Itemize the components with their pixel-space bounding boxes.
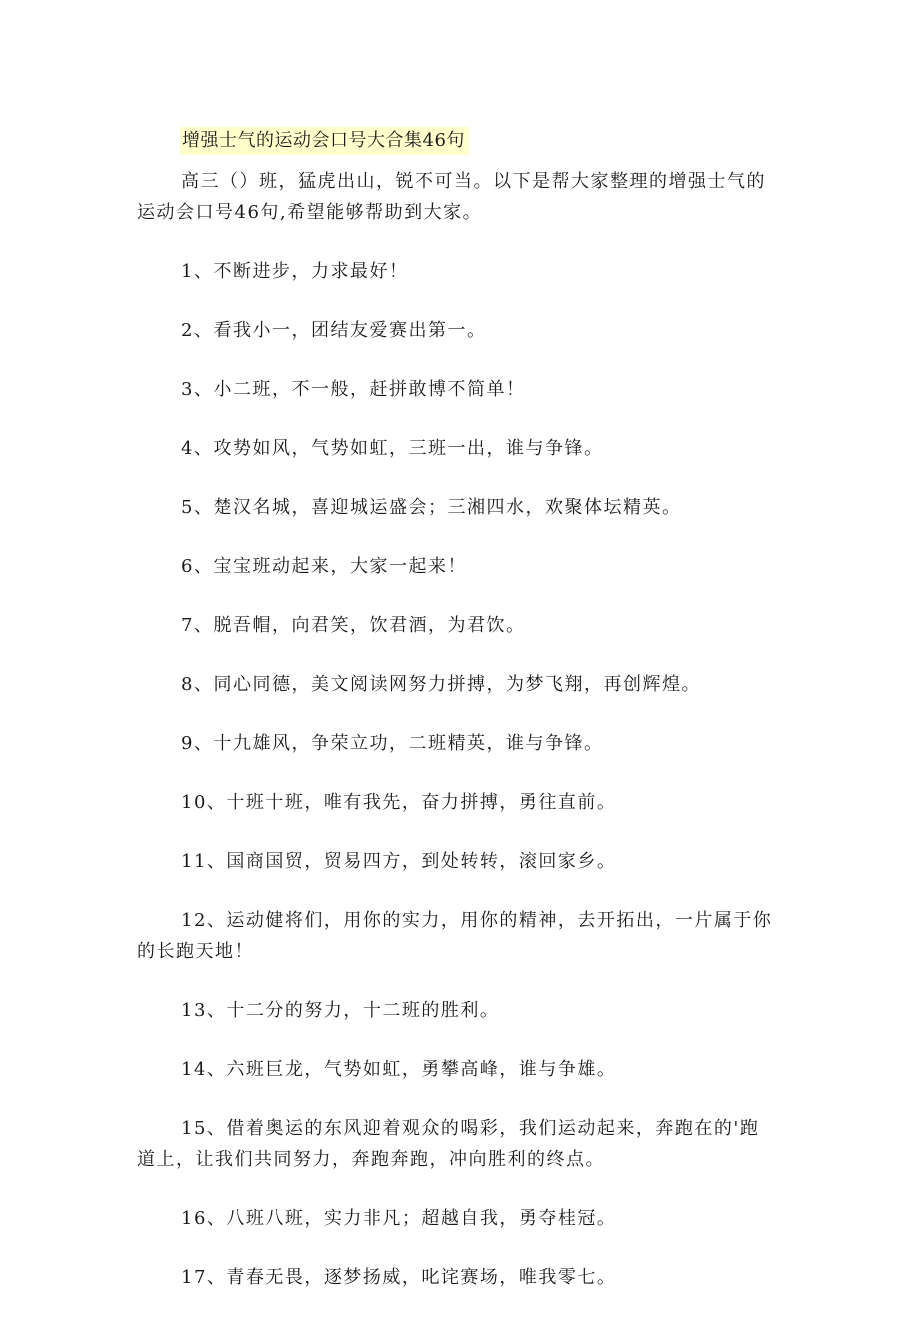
slogan-item: 5、楚汉名城，喜迎城运盛会；三湘四水，欢聚体坛精英。 [181, 497, 682, 518]
slogan-item: 2、看我小一，团结友爱赛出第一。 [181, 320, 487, 341]
slogan-item: 10、十班十班，唯有我先，奋力拼搏，勇往直前。 [181, 792, 617, 813]
slogan-item: 6、宝宝班动起来，大家一起来！ [181, 556, 467, 577]
document-body [137, 166, 777, 1321]
slogan-item: 1、不断进步，力求最好！ [181, 261, 409, 282]
slogan-item: 15、借着奥运的东风迎着观众的喝彩，我们运动起来，奔跑在的'跑道上，让我们共同努力，奔跑奔跑，冲向胜利的终点。 [137, 1118, 760, 1170]
slogan-item: 8、同心同德，美文阅读网努力拼搏，为梦飞翔，再创辉煌。 [181, 674, 701, 695]
slogan-item: 3、小二班，不一般，赶拼敢博不简单！ [181, 379, 526, 400]
slogan-item: 17、青春无畏，逐梦扬威，叱诧赛场，唯我零七。 [181, 1267, 617, 1288]
slogan-item: 13、十二分的努力，十二班的胜利。 [181, 1000, 500, 1021]
intro-paragraph: 高三（）班，猛虎出山，锐不可当。以下是帮大家整理的增强士气的运动会口号46句,希望能够帮助到大家。 [137, 171, 766, 223]
slogan-item: 7、脱吾帽，向君笑，饮君酒，为君饮。 [181, 615, 526, 636]
slogan-item: 9、十九雄风，争荣立功，二班精英，谁与争锋。 [181, 733, 604, 754]
slogan-item: 12、运动健将们，用你的实力，用你的精神，去开拓出，一片属于你的长跑天地！ [137, 910, 773, 962]
slogan-item: 4、攻势如风，气势如虹，三班一出，谁与争锋。 [181, 438, 604, 459]
slogan-item: 11、国商国贸，贸易四方，到处转转，滚回家乡。 [181, 851, 617, 872]
slogan-item: 14、六班巨龙，气势如虹，勇攀高峰，谁与争雄。 [181, 1059, 617, 1080]
document-title: 增强士气的运动会口号大合集46句 [180, 127, 469, 155]
slogan-item: 16、八班八班，实力非凡；超越自我，勇夺桂冠。 [181, 1208, 617, 1229]
